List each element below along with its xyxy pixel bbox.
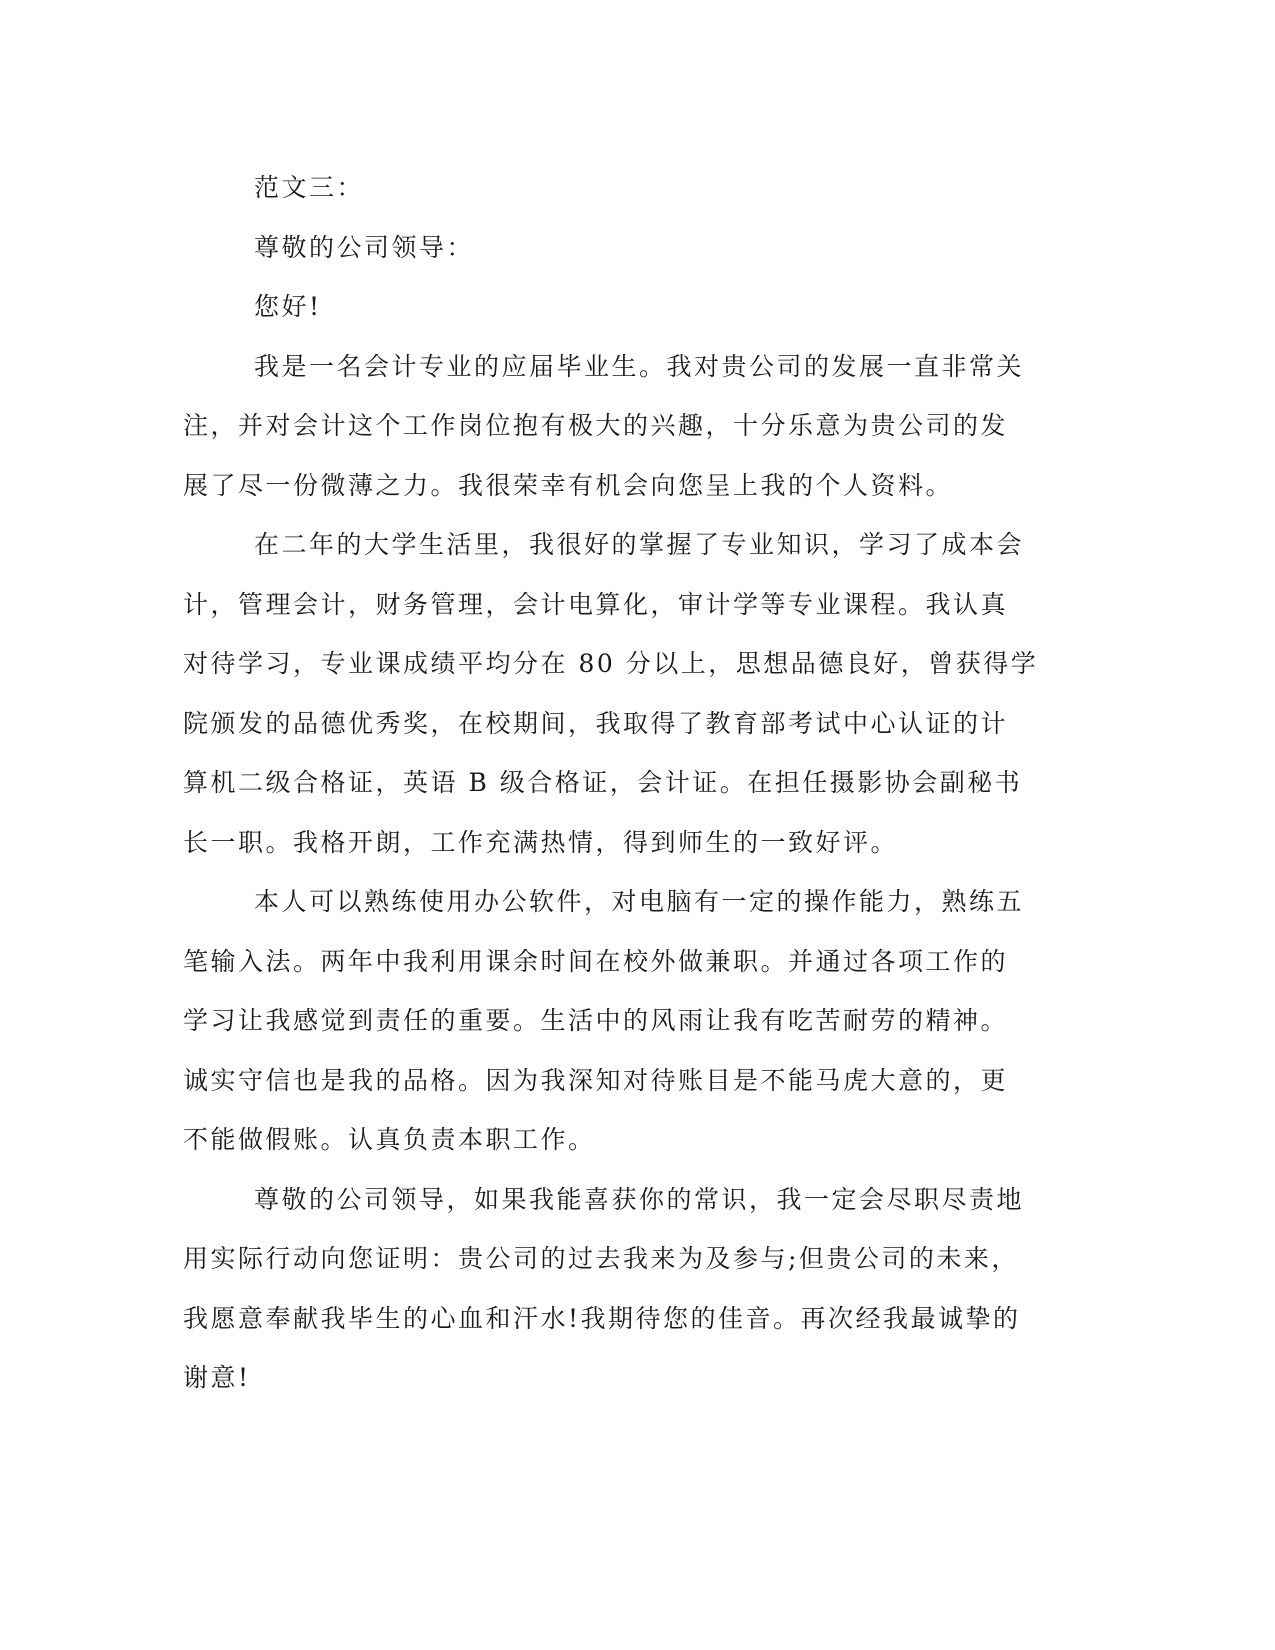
body-text-line: 本人可以熟练使用办公软件，对电脑有一定的操作能力，熟练五 <box>254 887 1025 916</box>
body-text-line: 我是一名会计专业的应届毕业生。我对贵公司的发展一直非常关 <box>254 351 1025 381</box>
greeting: 您好! <box>254 292 322 321</box>
body-text-line: 学习让我感觉到责任的重要。生活中的风雨让我有吃苦耐劳的精神。 <box>183 1006 1009 1035</box>
body-text-line: 计，管理会计，财务管理，会计电算化，审计学等专业课程。我认真 <box>183 589 1009 619</box>
body-text-line: 在二年的大学生活里，我很好的掌握了专业知识，学习了成本会 <box>254 530 1025 559</box>
body-text-line: 长一职。我格开朗，工作充满热情，得到师生的一致好评。 <box>183 827 899 857</box>
salutation: 尊敬的公司领导： <box>254 232 475 262</box>
body-text-line: 注，并对会计这个工作岗位抱有极大的兴趣，十分乐意为贵公司的发 <box>183 411 1009 440</box>
body-text-line: 展了尽一份微薄之力。我很荣幸有机会向您呈上我的个人资料。 <box>183 470 954 500</box>
body-text-line: 笔输入法。两年中我利用课余时间在校外做兼职。并通过各项工作的 <box>183 946 1009 976</box>
body-text-line: 我愿意奉献我毕生的心血和汗水!我期待您的佳音。再次经我最诚挚的 <box>183 1303 1021 1333</box>
body-text-line: 不能做假账。认真负责本职工作。 <box>183 1125 596 1154</box>
body-text-line: 谢意! <box>183 1363 251 1392</box>
body-text-line: 对待学习，专业课成绩平均分在 80 分以上，思想品德良好，曾获得学 <box>183 649 1039 678</box>
body-text-line: 算机二级合格证，英语 B 级合格证，会计证。在担任摄影协会副秘书 <box>183 768 1023 797</box>
document-heading: 范文三： <box>254 173 365 202</box>
body-text-line: 用实际行动向您证明：贵公司的过去我来为及参与;但贵公司的未来， <box>183 1244 1019 1273</box>
letter-body <box>183 158 1039 1408</box>
body-text-line: 尊敬的公司领导，如果我能喜获你的常识，我一定会尽职尽责地 <box>254 1184 1025 1214</box>
body-text-line: 院颁发的品德优秀奖，在校期间，我取得了教育部考试中心认证的计 <box>183 708 1009 738</box>
body-text-line: 诚实守信也是我的品格。因为我深知对待账目是不能马虎大意的，更 <box>183 1065 1009 1095</box>
